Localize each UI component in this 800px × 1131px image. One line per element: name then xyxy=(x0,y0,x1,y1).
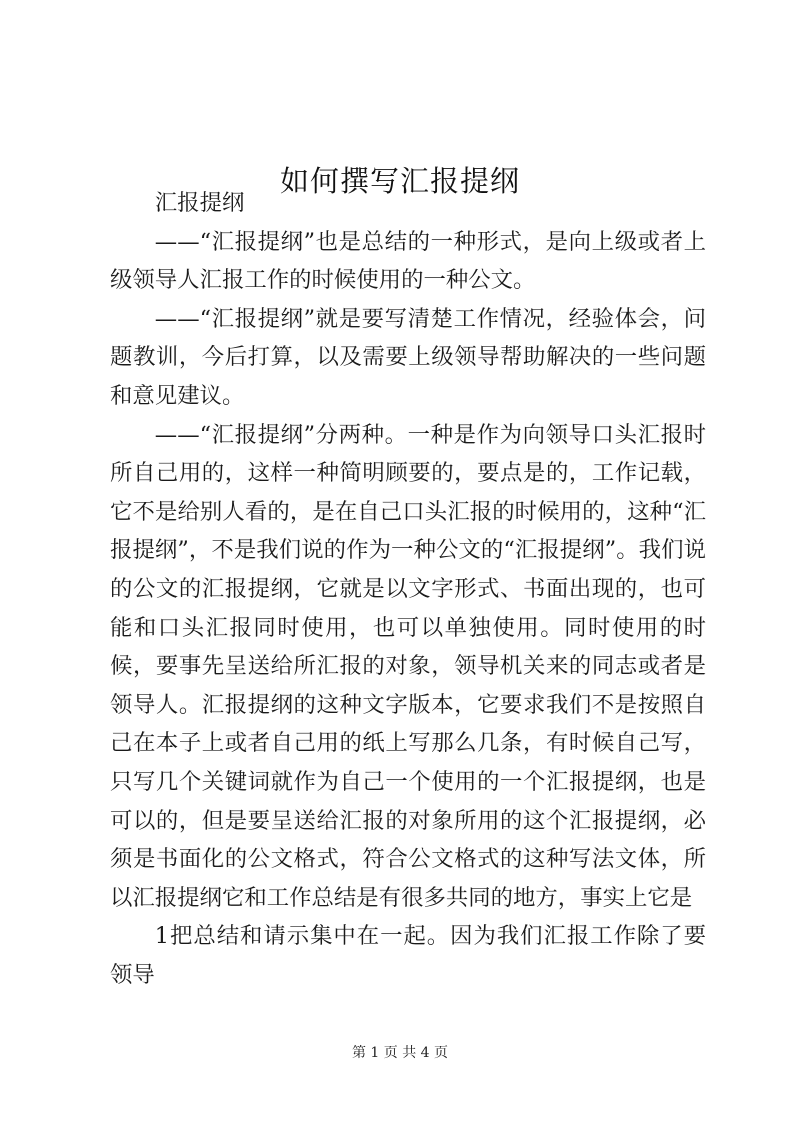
page-number-footer: 第 1 页 共 4 页 xyxy=(351,1045,449,1061)
paragraph: 1把总结和请示集中在一起。因为我们汇报工作除了要领导 xyxy=(110,923,706,988)
paragraph: 汇报提纲 xyxy=(154,190,245,216)
paragraph: ——“汇报提纲”也是总结的一种形式，是向上级或者上级领导人汇报工作的时候使用的一种公文。 xyxy=(110,228,706,294)
document-body xyxy=(110,184,706,994)
paragraph: ——“汇报提纲”就是要写清楚工作情况，经验体会，问题教训，今后打算，以及需要上级领导帮助解决的一些问题和意见建议。 xyxy=(110,305,706,409)
document-title: 如何撰写汇报提纲 xyxy=(279,164,520,199)
paragraph: ——“汇报提纲”分两种。一种是作为向领导口头汇报时所自己用的，这样一种简明顾要的，要点是的，工作记载，它不是给别人看的，是在自己口头汇报的时候用的，这种“汇报提纲”，不是我们说的作为一种公文的“汇报提纲”。我们说的公文的汇报提纲，它就是以文字形式、书面出现的，也可能和口头汇报同时使用，也可以单独使用。同时使用的时候，要事先呈送给所汇报的对象，领导机关来的同志或者是领导人。汇报提纲的这种文字版本，它要求我们不是按照自己在本子上或者自己用的纸上写那么几条，有时候自己写，只写几个关键词就作为自己一个使用的一个汇报提纲，也是可以的，但是要呈送给汇报的对象所用的这个汇报提纲，必须是书面化的公文格式，符合公文格式的这种写法文体，所以汇报提纲它和工作总结是有很多共同的地方，事实上它是 xyxy=(110,421,706,911)
